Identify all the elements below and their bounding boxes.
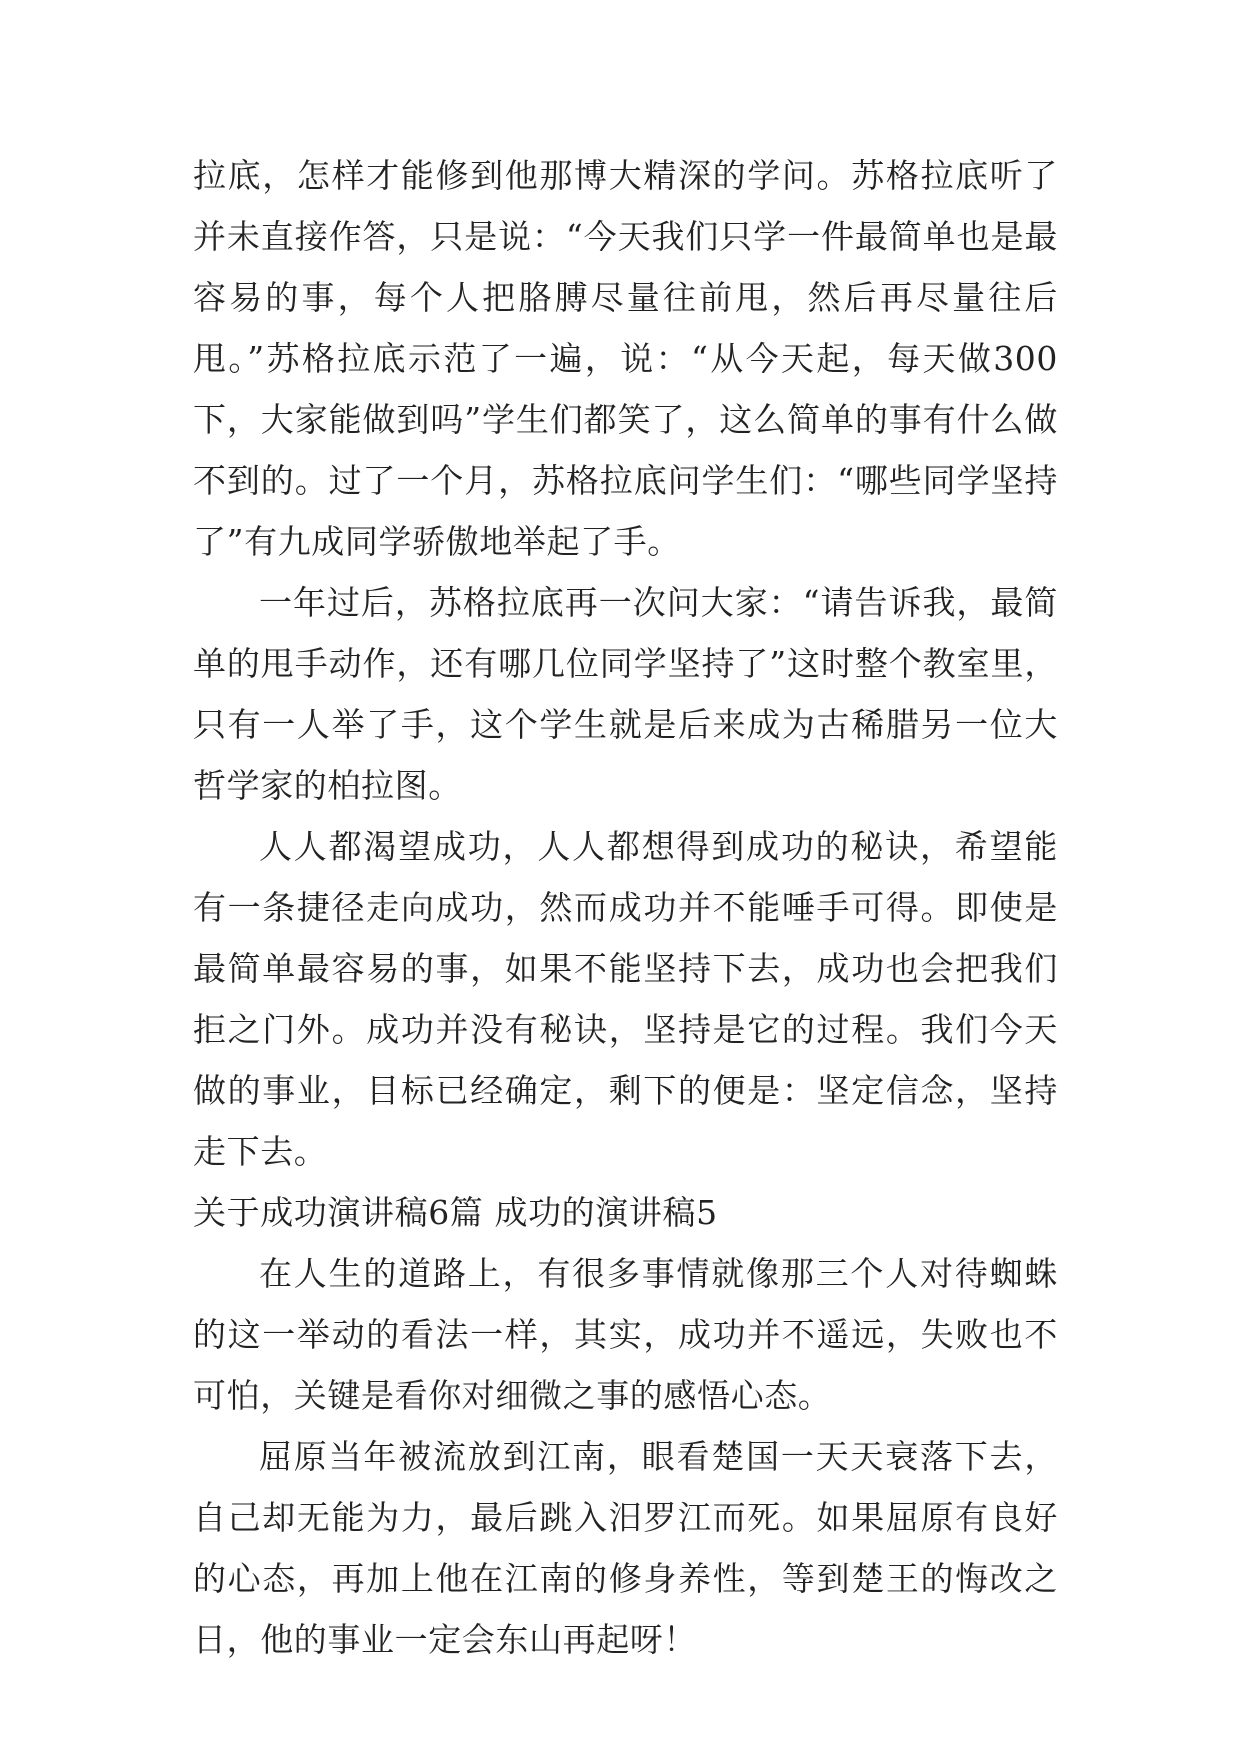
section-heading: 关于成功演讲稿6篇 成功的演讲稿5 xyxy=(193,1193,718,1232)
paragraph-2: 一年过后，苏格拉底再一次问大家：“请告诉我，最简单的甩手动作，还有哪几位同学坚持了”这时整个教室里，只有一人举了手，这个学生就是后来成为古稀腊另一位大哲学家的柏拉图。 xyxy=(193,583,1058,805)
paragraph-4: 在人生的道路上，有很多事情就像那三个人对待蜘蛛的这一举动的看法一样，其实，成功并不遥远，失败也不可怕，关键是看你对细微之事的感悟心态。 xyxy=(193,1254,1058,1415)
document-body xyxy=(193,145,1058,1670)
paragraph-5: 屈原当年被流放到江南，眼看楚国一天天衰落下去，自己却无能为力，最后跳入汨罗江而死。如果屈原有良好的心态，再加上他在江南的修身养性，等到楚王的悔改之日，他的事业一定会东山再起呀！ xyxy=(193,1437,1058,1659)
paragraph-1: 拉底，怎样才能修到他那博大精深的学问。苏格拉底听了并未直接作答，只是说：“今天我们只学一件最简单也是最容易的事，每个人把胳膊尽量往前甩，然后再尽量往后甩。”苏格拉底示范了一遍，说：“从今天起，每天做300下，大家能做到吗”学生们都笑了，这么简单的事有什么做不到的。过了一个月，苏格拉底问学生们：“哪些同学坚持了”有九成同学骄傲地举起了手。 xyxy=(193,156,1058,561)
paragraph-3: 人人都渴望成功，人人都想得到成功的秘诀，希望能有一条捷径走向成功，然而成功并不能唾手可得。即使是最简单最容易的事，如果不能坚持下去，成功也会把我们拒之门外。成功并没有秘诀，坚持是它的过程。我们今天做的事业，目标已经确定，剩下的便是：坚定信念，坚持走下去。 xyxy=(193,827,1058,1171)
